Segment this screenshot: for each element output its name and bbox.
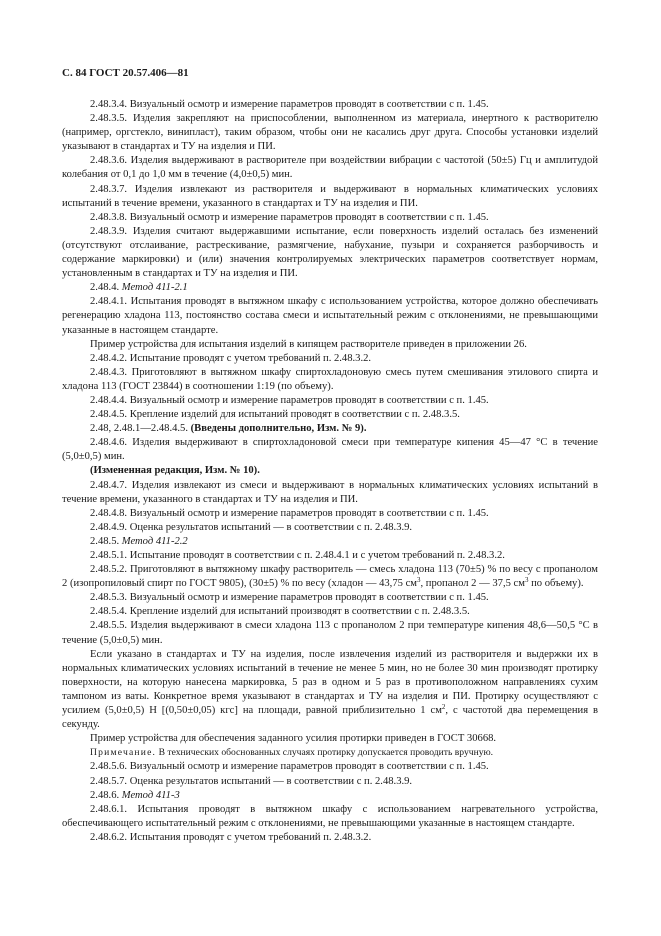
amendment-10 (62, 464, 598, 478)
clause-text: , с частотой два перемещения в секунду. (62, 705, 598, 731)
clause-2-48-5-3: 2.48.5.3. Визуальный осмотр и измерение параметров проводят в соответствии с п. 1.45. (90, 592, 489, 604)
clause-2-48-4-8: 2.48.4.8. Визуальный осмотр и измерение параметров проводят в соответствии с п. 1.45. (90, 507, 489, 519)
superscript: 2 (441, 703, 446, 712)
amendment-label: (Введены дополнительно, Изм. № 9). (190, 423, 367, 435)
amendment-range: 2.48, 2.48.1—2.48.4.5. (90, 423, 188, 435)
wiping-procedure (62, 648, 598, 733)
clause-2-48-5 (62, 535, 598, 549)
clause-2-48-4 (62, 281, 598, 295)
method-title: Метод 411-3 (121, 789, 180, 801)
clause-2-48-6-2: 2.48.6.2. Испытания проводят с учетом требований п. 2.48.3.2. (90, 831, 372, 843)
clause-2-48-3-7: 2.48.3.7. Изделия извлекают из растворителя и выдерживают в нормальных климатических условиях испытаний в течение времени, указанного в стандартах и ТУ на изделия и ПИ. (62, 183, 598, 209)
clause-2-48-3-9: 2.48.3.9. Изделия считают выдержавшими испытание, если поверхность изделий осталась без изменений (отсутствуют отслаивание, растрескивание, размягчение, набухание, пузыри и сохраняется разборчивость и содержание маркировки) и (или) значения контролируемых электрических параметров соответствует нормам, установленным в стандартах и ТУ на изделия и ПИ. (62, 225, 598, 280)
clause-2-48-6 (62, 789, 598, 803)
clause-number: 2.48.5. (90, 535, 120, 547)
clause-text: по объему). (528, 578, 584, 590)
method-title: Метод 411-2.2 (121, 535, 188, 547)
wiping-device-example: Пример устройства для обеспечения заданного усилия протирки приведен в ГОСТ 30668. (90, 733, 497, 745)
clause-2-48-4-7: 2.48.4.7. Изделия извлекают из смеси и выдерживают в нормальных климатических условиях испытаний в течение времени, указанного в стандартах и ТУ на изделия и ПИ. (62, 479, 598, 505)
clause-number: 2.48.6. (90, 789, 120, 801)
clause-text: Если указано в стандартах и ТУ на изделия, после извлечения изделий из растворителя и выдержки их в нормальных климатических условиях испытаний в течение не менее 5 мин, но не более 30 мин производят протирку поверхности, на которую нанесена маркировка, 5 раз в одном и 5 раз в противоположном направлениях сухим тампоном из ваты. Конкретное время указывают в стандартах и ТУ на изделия и ПИ. Протирку осуществляют с усилием (5,0±0,5) Н [(0,50±0,05) кгс] на площади, равной приблизительно 1 см (62, 648, 598, 717)
clause-2-48-6-1: 2.48.6.1. Испытания проводят в вытяжном шкафу с использованием нагревательного устройства, обеспечивающего испытательный режим с отклонениями, не превышающими указанные в настоящем стандарте. (62, 803, 598, 829)
clause-2-48-3-8: 2.48.3.8. Визуальный осмотр и измерение параметров проводят в соответствии с п. 1.45. (90, 211, 489, 223)
clause-2-48-5-1: 2.48.5.1. Испытание проводят в соответствии с п. 2.48.4.1 и с учетом требований п. 2.48.3.2. (90, 550, 505, 561)
note-label: Примечание. (90, 747, 157, 759)
page-header: С. 84 ГОСТ 20.57.406—81 (62, 67, 189, 79)
clause-2-48-5-5: 2.48.5.5. Изделия выдерживают в смеси хладона 113 с пропанолом 2 при температуре кипения 48,6—50,5 °С в течение (5,0±0,5) мин. (62, 620, 598, 646)
clause-2-48-5-2 (62, 563, 598, 591)
clause-text: , пропанол 2 — 37,5 см (420, 578, 525, 590)
superscript: 3 (416, 576, 421, 585)
clause-2-48-5-7: 2.48.5.7. Оценка результатов испытаний — в соответствии с п. 2.48.3.9. (90, 775, 413, 787)
amendment-9 (62, 422, 598, 436)
clause-2-48-4-1: 2.48.4.1. Испытания проводят в вытяжном шкафу с использованием устройства, которое должно обеспечивать регенерацию хладона 113, постоянство состава смеси и испытательный режим с отклонениями, не превышающими указанные в настоящем стандарте. (62, 296, 598, 336)
document-body (62, 98, 598, 845)
clause-2-48-4-5: 2.48.4.5. Крепление изделий для испытаний проводят в соответствии с п. 2.48.3.5. (90, 409, 460, 421)
clause-2-48-5-6: 2.48.5.6. Визуальный осмотр и измерение параметров проводят в соответствии с п. 1.45. (90, 761, 489, 773)
note-text: В технических обоснованных случаях протирку допускается проводить вручную. (158, 747, 494, 759)
amendment-label: (Измененная редакция, Изм. № 10). (90, 465, 260, 477)
clause-2-48-3-4: 2.48.3.4. Визуальный осмотр и измерение параметров проводят в соответствии с п. 1.45. (90, 99, 489, 110)
clause-2-48-4-4: 2.48.4.4. Визуальный осмотр и измерение параметров проводят в соответствии с п. 1.45. (90, 394, 489, 406)
clause-2-48-4-6: 2.48.4.6. Изделия выдерживают в спиртохладоновой смеси при температуре кипения 45—47 °С в течение (5,0±0,5) мин. (62, 437, 598, 463)
clause-number: 2.48.4. (90, 282, 120, 294)
example-device-note: Пример устройства для испытания изделий в кипящем растворителе приведен в приложении 26. (90, 338, 527, 350)
note (62, 746, 598, 760)
clause-2-48-3-5: 2.48.3.5. Изделия закрепляют на приспособлении, выполненном из материала, инертного к растворителю (например, оргстекло, винипласт), таким образом, чтобы они не касались друг друга. Способы установки изделий указывают в стандартах и ТУ на изделия и ПИ. (62, 113, 598, 153)
method-title: Метод 411-2.1 (121, 282, 188, 294)
clause-2-48-4-2: 2.48.4.2. Испытание проводят с учетом требований п. 2.48.3.2. (90, 352, 372, 364)
superscript: 3 (524, 576, 529, 585)
clause-2-48-5-4: 2.48.5.4. Крепление изделий для испытаний производят в соответствии с п. 2.48.3.5. (90, 606, 470, 618)
clause-2-48-3-6: 2.48.3.6. Изделия выдерживают в растворителе при воздействии вибрации с частотой (50±5) Гц и амплитудой колебания от 0,1 до 1,0 мм в течение (4,0±0,5) мин. (62, 155, 598, 181)
clause-text: 2.48.5.2. Приготовляют в вытяжному шкафу растворитель — смесь хладона 113 (70±5) % по весу с пропанолом 2 (изопропиловый спирт по ГОСТ 9805), (30±5) % по весу (хладон — 43,75 см (62, 564, 598, 590)
clause-2-48-4-3: 2.48.4.3. Приготовляют в вытяжном шкафу спиртохладоновую смесь путем смешивания этилового спирта и хладона 113 (ГОСТ 23844) в соотношении 1:19 (по объему). (62, 366, 598, 392)
clause-2-48-4-9: 2.48.4.9. Оценка результатов испытаний — в соответствии с п. 2.48.3.9. (90, 521, 413, 533)
